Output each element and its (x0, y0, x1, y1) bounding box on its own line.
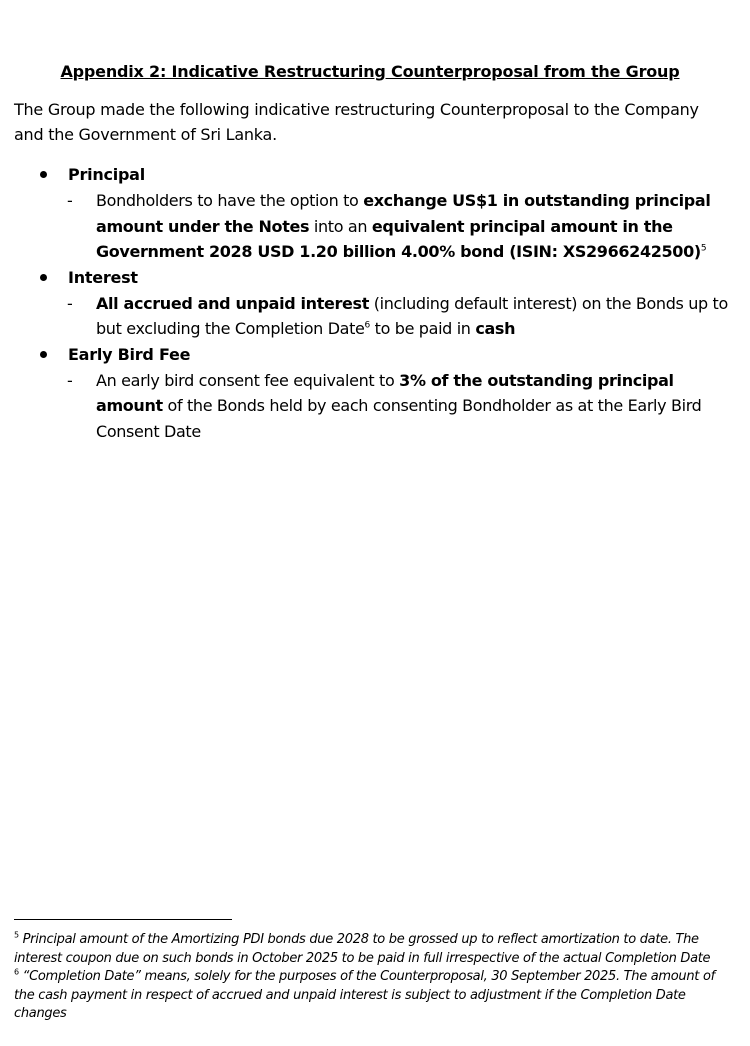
footnote-ref-5: 5 (700, 243, 707, 254)
bullet-icon (40, 171, 47, 178)
sub-text-principal: Bondholders to have the option to exchange US$1 in outstanding principal amount under the Notes into an equivalent principal amount in the Government 2028 USD 1.20 billion 4.00% bond (ISIN: XS2966242500)$^5$ (96, 191, 711, 261)
list-item-interest (0, 265, 750, 342)
dash-icon: - (67, 293, 73, 313)
footnote-ref-6: 6 (364, 320, 370, 331)
footnote-divider (14, 919, 232, 920)
sub-text-interest: All accrued and unpaid interest (including default interest) on the Bonds up to but excluding the Completion Date$^6$ to be paid in cash (96, 293, 728, 338)
intro-paragraph: The Group made the following indicative restructuring Counterproposal to the Company and the Government of Sri Lanka. (14, 100, 699, 144)
bullet-label-early-bird-fee: Early Bird Fee (68, 344, 191, 364)
sub-item-interest (0, 291, 750, 342)
footnote-6: $^6$ “Completion Date” means, solely for the purposes of the Counterproposal, 30 September 2025. The amount of the cash payment in respect of accrued and unpaid interest is subject to adjustment if the Completion Date changes (14, 967, 715, 1021)
sub-text-early-bird-fee: An early bird consent fee equivalent to 3% of the outstanding principal amount of the Bonds held by each consenting Bondholder as at the Early Bird Consent Date (96, 370, 702, 441)
sub-item-principal (0, 188, 750, 265)
list-item-early-bird-fee (0, 342, 750, 445)
sub-item-early-bird-fee (0, 368, 750, 445)
footnotes (14, 931, 730, 1024)
footnote-5: $^5$ Principal amount of the Amortizing PDI bonds due 2028 to be grossed up to reflect amortization to date. The interest coupon due on such bonds in October 2025 to be paid in full irrespective of the actual Completion Date (14, 930, 711, 966)
bullet-icon (40, 274, 47, 281)
bullet-label-principal: Principal (68, 165, 145, 184)
appendix-title: Appendix 2: Indicative Restructuring Counterproposal from the Group (60, 62, 680, 81)
list-item-principal (0, 162, 750, 265)
bullet-label-interest: Interest (68, 267, 138, 287)
counterproposal-list (0, 162, 750, 444)
dash-icon: - (67, 370, 73, 390)
dash-icon: - (67, 191, 73, 210)
bullet-icon (40, 351, 47, 358)
